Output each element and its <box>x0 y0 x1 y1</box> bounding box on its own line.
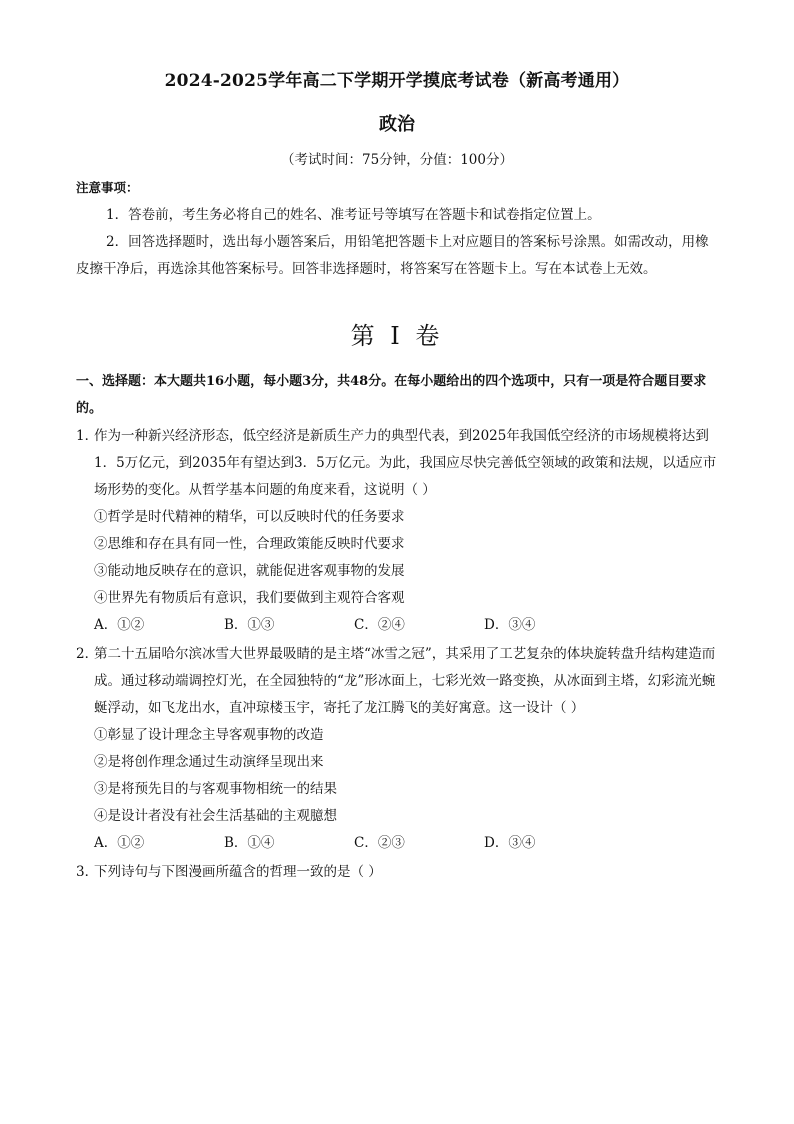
choice-c: C．②④ <box>354 617 405 633</box>
choice-a: A．①② <box>94 835 145 851</box>
statement-option: ①彰显了设计理念主导客观事物的改造 <box>94 727 324 743</box>
question-stem <box>76 423 722 504</box>
question-number: 3． <box>76 864 99 880</box>
notes-heading: 注意事项： <box>76 180 139 195</box>
choice-d: D．③④ <box>484 835 536 851</box>
statement-option: ②思维和存在具有同一性，合理政策能反映时代要求 <box>94 536 405 552</box>
question-number: 1． <box>76 428 99 444</box>
question-number: 2． <box>76 646 99 662</box>
choice-b: B．①③ <box>224 617 275 633</box>
answer-choices <box>76 612 722 639</box>
statement-option: ③能动地反映存在的意识，就能促进客观事物的发展 <box>94 563 405 579</box>
note-item-1: 1．答卷前，考生务必将自己的姓名、准考证号等填写在答题卡和试卷指定位置上。 <box>106 207 601 223</box>
question-stem <box>76 859 722 886</box>
statement-option: ④是设计者没有社会生活基础的主观臆想 <box>94 808 337 824</box>
question-text: 下列诗句与下图漫画所蕴含的哲理一致的是（ ） <box>94 864 382 880</box>
statement-option: ②是将创作理念通过生动演绎呈现出来 <box>94 754 324 770</box>
question-stem <box>76 641 722 722</box>
question-text: 第二十五届哈尔滨冰雪大世界最吸睛的是主塔“冰雪之冠”，其采用了工艺复杂的体块旋转盘升结构建造而成。通过移动端调控灯光，在全园独特的“龙”形冰面上，七彩光效一路变换，从冰面到主塔，幻彩流光蜿蜒浮动，如飞龙出水，直冲琼楼玉宇，寄托了龙江腾飞的美好寓意。这一设计（ ） <box>94 646 716 716</box>
choice-d: D．③④ <box>484 617 536 633</box>
question-2 <box>76 641 722 857</box>
question-1 <box>76 423 722 639</box>
choice-c: C．②③ <box>354 835 405 851</box>
exam-time-score: （考试时间：75分钟，分值：100分） <box>281 152 513 168</box>
section-title: 第 I 卷 <box>350 322 444 350</box>
statement-option: ④世界先有物质后有意识，我们要做到主观符合客观 <box>94 590 405 606</box>
note-item-2: 2．回答选择题时，选出每小题答案后，用铅笔把答题卡上对应题目的答案标号涂黑。如需改动，用橡皮擦干净后，再选涂其他答案标号。回答非选择题时，将答案写在答题卡上。写在本试卷上无效。 <box>76 234 709 277</box>
subject-title: 政治 <box>379 114 415 135</box>
choice-a: A．①② <box>94 617 145 633</box>
question-text: 作为一种新兴经济形态，低空经济是新质生产力的典型代表，到2025年我国低空经济的市场规模将达到1．5万亿元，到2035年有望达到3．5万亿元。为此，我国应尽快完善低空领域的政策和法规，以适应市场形势的变化。从哲学基本问题的角度来看，这说明（ ） <box>94 428 717 498</box>
question-3 <box>76 859 722 886</box>
exam-title: 2024-2025学年高二下学期开学摸底考试卷（新高考通用） <box>164 71 630 91</box>
part-intro: 一、选择题：本大题共16小题，每小题3分，共48分。在每小题给出的四个选项中，只有一项是符合题目要求的。 <box>76 374 707 416</box>
statement-option: ①哲学是时代精神的精华，可以反映时代的任务要求 <box>94 509 405 525</box>
answer-choices <box>76 830 722 857</box>
statement-option: ③是将预先目的与客观事物相统一的结果 <box>94 781 337 797</box>
choice-b: B．①④ <box>224 835 275 851</box>
